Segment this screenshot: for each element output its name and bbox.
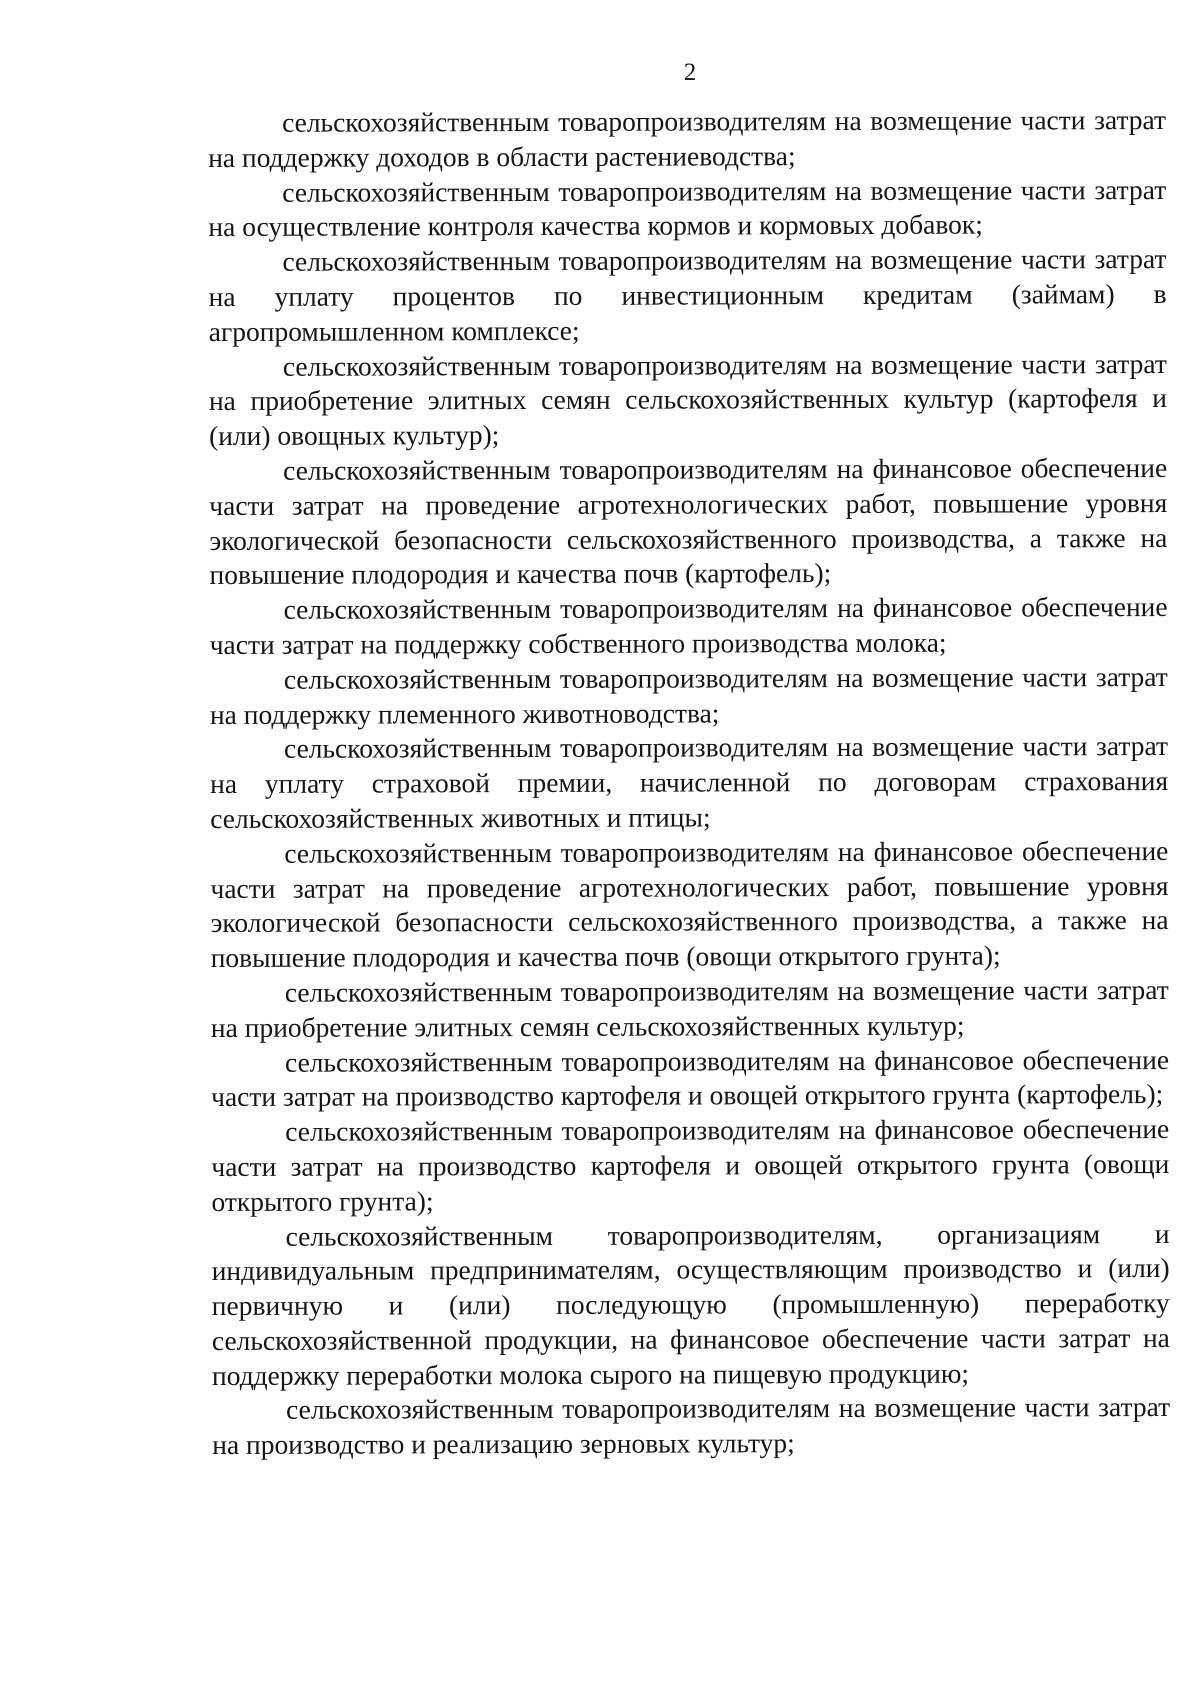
paragraph: сельскохозяйственным товаропроизводителям на возмещение части затрат на уплату страховой премии, начисленной по договорам страхования сельскохозяйственных животных и птицы; (210, 730, 1169, 834)
page-number: 2 (683, 59, 697, 86)
paragraph: сельскохозяйственным товаропроизводителям на возмещение части затрат на производство и реализацию зерновых культур; (212, 1391, 1171, 1461)
document-body (208, 103, 1170, 1463)
paragraph: сельскохозяйственным товаропроизводителям на возмещение части затрат на поддержку племенного животноводства; (209, 660, 1168, 730)
paragraph: сельскохозяйственным товаропроизводителям на финансовое обеспечение части затрат на проведение агротехнологических работ, повышение уровня экологической безопасности сельскохозяйственного производства, а также на повышение плодородия и качества почв (овощи открытого грунта); (210, 834, 1169, 974)
paragraph: сельскохозяйственным товаропроизводителям, организациям и индивидуальным предпринимателям, осуществляющим производство и (или) первичную и (или) последующую (промышленную) переработку сельскохозяйственной продукции, на финансовое обеспечение части затрат на поддержку переработки молока сырого на пищевую продукцию; (211, 1217, 1170, 1391)
paragraph: сельскохозяйственным товаропроизводителям на финансовое обеспечение части затрат на производство картофеля и овощей открытого грунта (овощи открытого грунта); (211, 1113, 1170, 1217)
paragraph: сельскохозяйственным товаропроизводителям на возмещение части затрат на уплату процентов по инвестиционным кредитам (займам) в агропромышленном комплексе; (208, 243, 1167, 347)
paragraph: сельскохозяйственным товаропроизводителям на возмещение части затрат на поддержку доходов в области растениеводства; (208, 103, 1167, 173)
paragraph: сельскохозяйственным товаропроизводителям на финансовое обеспечение части затрат на производство картофеля и овощей открытого грунта (картофель); (211, 1043, 1170, 1113)
paragraph: сельскохозяйственным товаропроизводителям на возмещение части затрат на приобретение элитных семян сельскохозяйственных культур; (210, 973, 1169, 1043)
paragraph: сельскохозяйственным товаропроизводителям на финансовое обеспечение части затрат на поддержку собственного производства молока; (209, 591, 1168, 660)
paragraph: сельскохозяйственным товаропроизводителям на финансовое обеспечение части затрат на проведение агротехнологических работ, повышение уровня экологической безопасности сельскохозяйственного производства, а также на повышение плодородия и качества почв (картофель); (209, 451, 1168, 591)
paragraph: сельскохозяйственным товаропроизводителям на возмещение части затрат на приобретение элитных семян сельскохозяйственных культур (картофеля и (или) овощных культур); (208, 347, 1167, 452)
paragraph: сельскохозяйственным товаропроизводителям на возмещение части затрат на осуществление контроля качества кормов и кормовых добавок; (208, 173, 1167, 243)
